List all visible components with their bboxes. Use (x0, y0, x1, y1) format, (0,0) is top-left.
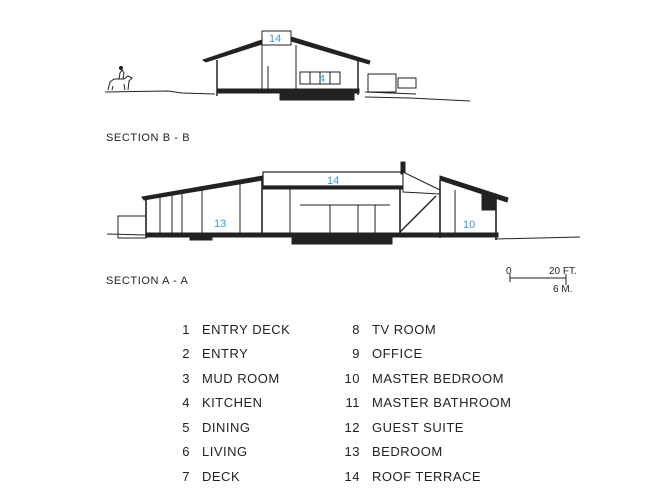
legend-number: 8 (352, 321, 360, 337)
legend-item (178, 317, 290, 342)
legend-number: 3 (182, 370, 190, 386)
legend-item (340, 440, 511, 465)
room-tag-master-bedroom-a: 10 (463, 219, 476, 231)
legend-number: 14 (344, 468, 360, 484)
roof-right-a (440, 176, 508, 202)
legend-item (340, 415, 511, 440)
legend-label: TV ROOM (372, 321, 437, 337)
legend-item (340, 366, 511, 391)
section-a-a-label: SECTION A - A (106, 275, 189, 287)
section-a-a-drawing (107, 162, 580, 244)
legend-number: 2 (182, 346, 190, 362)
legend-item (340, 464, 511, 489)
section-b-b-drawing (105, 31, 470, 101)
legend-number: 12 (344, 419, 360, 435)
legend-item (340, 342, 511, 367)
floor-slab-b (217, 89, 359, 93)
legend-number: 11 (345, 395, 360, 411)
closet-a (482, 194, 496, 210)
legend-number: 7 (182, 468, 190, 484)
legend-item (178, 464, 290, 489)
legend-label: LIVING (202, 444, 248, 460)
scale-zero-label: 0 (506, 266, 512, 277)
deck-bench-b (368, 74, 396, 92)
room-tag-roof-terrace-a: 14 (327, 175, 340, 187)
legend-item (178, 391, 290, 416)
room-tag-bedroom-a: 13 (214, 218, 227, 230)
legend-label: MUD ROOM (202, 370, 280, 386)
stair-a (403, 172, 440, 194)
legend-label: ROOF TERRACE (372, 468, 482, 484)
scale-meters-label: 6 M. (553, 284, 573, 295)
room-tag-kitchen-b: 4 (319, 73, 326, 85)
legend-item (178, 342, 290, 367)
legend-number: 5 (182, 419, 190, 435)
section-b-b-label: SECTION B - B (106, 132, 191, 144)
foundation-b (280, 93, 354, 100)
legend-number: 13 (344, 444, 360, 460)
room-tag-roof-terrace-b: 14 (269, 33, 282, 45)
legend-label: KITCHEN (202, 395, 263, 411)
legend-number: 1 (182, 321, 190, 337)
legend-item (340, 391, 511, 416)
foundation-a (292, 237, 392, 244)
floor-slab-a (146, 233, 498, 237)
legend-number: 6 (182, 444, 190, 460)
legend-number: 10 (344, 370, 360, 386)
legend-item (178, 415, 290, 440)
legend-column-right (340, 317, 511, 489)
legend-label: DECK (202, 468, 241, 484)
legend-label: DINING (202, 419, 251, 435)
legend-item (178, 366, 290, 391)
legend-number: 4 (182, 395, 190, 411)
legend-label: MASTER BEDROOM (372, 370, 504, 386)
legend-label: BEDROOM (372, 444, 443, 460)
legend-label: OFFICE (372, 346, 423, 362)
legend-label: ENTRY DECK (202, 321, 291, 337)
horse-rider-icon (108, 66, 132, 90)
legend-label: MASTER BATHROOM (372, 395, 512, 411)
legend-column-left (178, 317, 290, 489)
legend-label: GUEST SUITE (372, 419, 464, 435)
legend-item (340, 317, 511, 342)
legend-item (178, 440, 290, 465)
room-tags (214, 33, 475, 231)
roof-left-b (203, 40, 262, 62)
legend-label: ENTRY (202, 346, 249, 362)
scale-feet-label: 20 FT. (549, 266, 577, 277)
legend-number: 9 (352, 346, 360, 362)
